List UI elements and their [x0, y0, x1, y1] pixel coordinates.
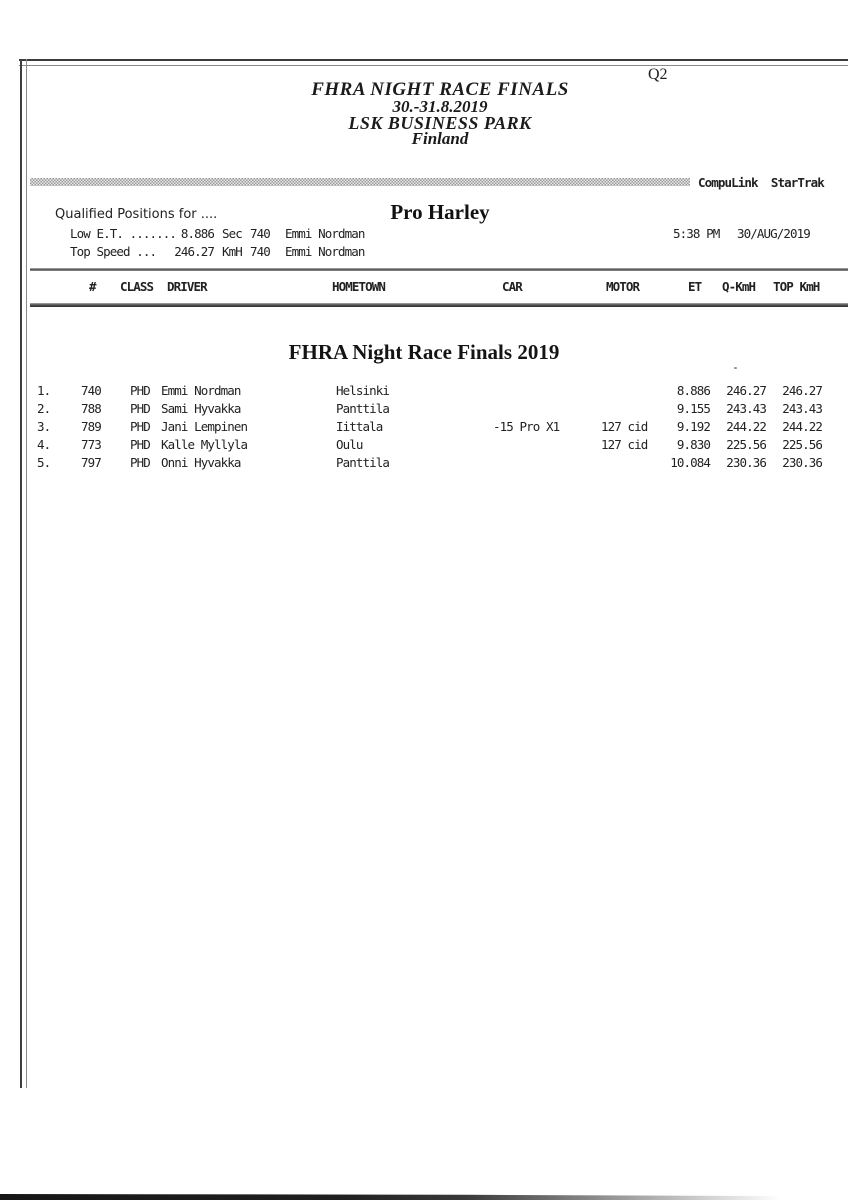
cell-top-kmh: 225.56	[782, 437, 822, 452]
event-header	[32, 81, 848, 147]
column-header--: #	[89, 279, 96, 294]
cell-class: PHD	[130, 455, 150, 470]
cell-num: 789	[81, 419, 101, 434]
brand-label: CompuLink StarTrak	[698, 175, 824, 190]
cell-motor: 127 cid	[601, 437, 648, 452]
page-left-border	[20, 59, 27, 1088]
cell-q-kmh: 243.43	[726, 401, 766, 416]
scan-bottom-shadow	[0, 1192, 848, 1200]
low-et-driver: Emmi Nordman	[285, 226, 365, 241]
low-et-unit: Sec	[222, 226, 242, 241]
low-et-label: Low E.T. .......	[70, 226, 177, 241]
cell-car: -15 Pro X1	[493, 419, 560, 434]
column-header-class: CLASS	[120, 279, 154, 294]
cell-hometown: Panttila	[336, 401, 390, 416]
cell-pos: 2.	[37, 401, 51, 416]
top-speed-value: 246.27	[174, 244, 214, 259]
column-header-hometown: HOMETOWN	[332, 279, 386, 294]
page-top-border	[19, 59, 848, 66]
cell-class: PHD	[130, 383, 150, 398]
cell-q-kmh: 225.56	[726, 437, 766, 452]
event-venue: LSK BUSINESS PARK	[348, 113, 532, 133]
cell-top-kmh: 244.22	[782, 419, 822, 434]
cell-q-kmh: 244.22	[726, 419, 766, 434]
column-header-motor: MOTOR	[606, 279, 640, 294]
column-header-q-kmh: Q-KmH	[722, 279, 756, 294]
cell-et: 8.886	[676, 383, 710, 398]
cell-pos: 1.	[37, 383, 51, 398]
cell-pos: 3.	[37, 419, 51, 434]
table-row	[0, 401, 848, 419]
column-header-car: CAR	[502, 279, 522, 294]
table-row	[0, 419, 848, 437]
cell-driver: Jani Lempinen	[161, 419, 248, 434]
halftone-separator	[30, 178, 690, 186]
table-header-top-rule	[30, 268, 848, 271]
column-header-driver: DRIVER	[167, 279, 207, 294]
cell-pos: 4.	[37, 437, 51, 452]
class-title: Pro Harley	[390, 200, 490, 224]
low-et-number: 740	[250, 226, 270, 241]
top-speed-number: 740	[250, 244, 270, 259]
cell-num: 788	[81, 401, 101, 416]
cell-hometown: Oulu	[336, 437, 363, 452]
cell-driver: Sami Hyvakka	[161, 401, 241, 416]
cell-motor: 127 cid	[601, 419, 648, 434]
event-title: FHRA NIGHT RACE FINALS	[311, 79, 569, 100]
cell-et: 9.155	[676, 401, 710, 416]
low-et-value: 8.886	[180, 226, 214, 241]
top-speed-label: Top Speed ...	[70, 244, 157, 259]
column-header-top-kmh: TOP KmH	[773, 279, 820, 294]
cell-class: PHD	[130, 437, 150, 452]
table-row	[0, 455, 848, 473]
top-speed-driver: Emmi Nordman	[285, 244, 365, 259]
cell-et: 9.192	[676, 419, 710, 434]
cell-driver: Kalle Myllyla	[161, 437, 248, 452]
round-label: Q2	[648, 66, 668, 83]
qualified-positions-label: Qualified Positions for ....	[55, 207, 218, 222]
print-date: 30/AUG/2019	[737, 226, 810, 241]
cell-et: 10.084	[670, 455, 710, 470]
cell-num: 773	[81, 437, 101, 452]
top-speed-unit: KmH	[222, 244, 242, 259]
cell-num: 740	[81, 383, 101, 398]
cell-hometown: Iittala	[336, 419, 383, 434]
cell-et: 9.830	[676, 437, 710, 452]
cell-top-kmh: 246.27	[782, 383, 822, 398]
results-section-title: FHRA Night Race Finals 2019	[288, 340, 560, 364]
cell-driver: Onni Hyvakka	[161, 455, 241, 470]
cell-hometown: Helsinki	[336, 383, 390, 398]
cell-hometown: Panttila	[336, 455, 390, 470]
event-country: Finland	[411, 129, 469, 148]
cell-top-kmh: 230.36	[782, 455, 822, 470]
table-header-bottom-rule	[30, 303, 848, 307]
cell-top-kmh: 243.43	[782, 401, 822, 416]
cell-num: 797	[81, 455, 101, 470]
scan-speck	[734, 367, 737, 369]
event-dates: 30.-31.8.2019	[392, 97, 488, 116]
table-row	[0, 437, 848, 455]
table-row	[0, 383, 848, 401]
print-time: 5:38 PM	[673, 226, 720, 241]
cell-q-kmh: 246.27	[726, 383, 766, 398]
cell-pos: 5.	[37, 455, 51, 470]
cell-class: PHD	[130, 401, 150, 416]
column-header-et: ET	[688, 279, 702, 294]
cell-q-kmh: 230.36	[726, 455, 766, 470]
cell-driver: Emmi Nordman	[161, 383, 241, 398]
cell-class: PHD	[130, 419, 150, 434]
